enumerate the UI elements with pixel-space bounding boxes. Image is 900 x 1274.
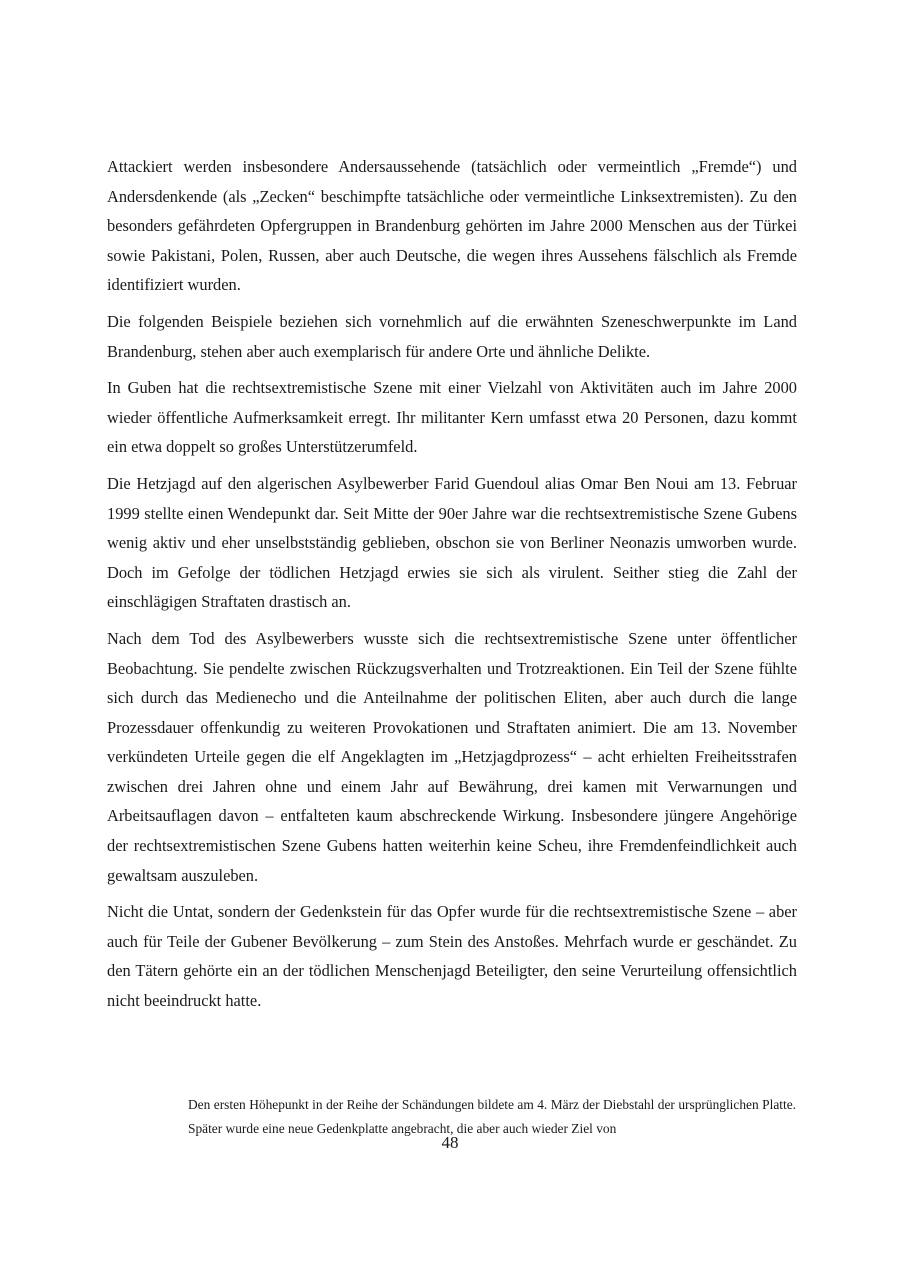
paragraph-3: In Guben hat die rechtsextremistische Szene mit einer Vielzahl von Aktivitäten auch im Jahre 2000 wieder öffentliche Aufmerksamkeit erregt. Ihr militanter Kern umfasst etwa 20 Personen, dazu kommt ein etwa doppelt so großes Unterstützerumfeld.	[107, 378, 797, 457]
page-number: 48	[441, 1133, 459, 1152]
paragraph-2: Die folgenden Beispiele beziehen sich vornehmlich auf die erwähnten Szeneschwerpunkte im Land Brandenburg, stehen aber auch exemplarisch für andere Orte und ähnliche Delikte.	[107, 311, 797, 361]
paragraph-5: Nach dem Tod des Asylbewerbers wusste sich die rechtsextremistische Szene unter öffentlicher Beobachtung. Sie pendelte zwischen Rückzugsverhalten und Trotzreaktionen. Ein Teil der Szene fühlte sich durch das Medienecho und die Anteilnahme der politischen Eliten, aber auch durch die lange Prozessdauer offenkundig zu weiteren Provokationen und Straftaten animiert. Die am 13. November verkündeten Urteile gegen die elf Angeklagten im „Hetzjagdprozess“ – acht erhielten Freiheitsstrafen zwischen drei Jahren ohne und einem Jahr auf Bewährung, drei kamen mit Verwarnungen und Arbeitsauflagen davon – entfalteten kaum abschreckende Wirkung. Insbesondere jüngere Angehörige der rechtsextremistischen Szene Gubens hatten weiterhin keine Scheu, ihre Fremdenfeindlichkeit auch gewaltsam auszuleben.	[107, 628, 797, 885]
paragraph-1: Attackiert werden insbesondere Andersaussehende (tatsächlich oder vermeintlich „Fremde“) und Andersdenkende (als „Zecken“ beschimpfte tatsächliche oder vermeintliche Linksextremisten). Zu den besonders gefährdeten Opfergruppen in Brandenburg gehörten im Jahre 2000 Menschen aus der Türkei sowie Pakistani, Polen, Russen, aber auch Deutsche, die wegen ihres Aussehens fälschlich als Fremde identifiziert wurden.	[107, 157, 797, 295]
body-text	[107, 152, 797, 1023]
paragraph-4: Die Hetzjagd auf den algerischen Asylbewerber Farid Guendoul alias Omar Ben Noui am 13. Februar 1999 stellte einen Wendepunkt dar. Seit Mitte der 90er Jahre war die rechtsextremistische Szene Gubens wenig aktiv und eher unselbstständig geblieben, obschon sie von Berliner Neonazis umworben wurde. Doch im Gefolge der tödlichen Hetzjagd erwies sie sich als virulent. Seither stieg die Zahl der einschlägigen Straftaten drastisch an.	[107, 473, 797, 612]
footnote: Den ersten Höhepunkt in der Reihe der Schändungen bildete am 4. März der Diebstahl der ursprünglichen Platte. Später wurde eine neue Gedenkplatte angebracht, die aber auch wieder Ziel von	[188, 1097, 796, 1136]
paragraph-6: Nicht die Untat, sondern der Gedenkstein für das Opfer wurde für die rechtsextremistische Szene – aber auch für Teile der Gubener Bevölkerung – zum Stein des Anstoßes. Mehrfach wurde er geschändet. Zu den Tätern gehörte ein an der tödlichen Menschenjagd Beteiligter, den seine Verurteilung offensichtlich nicht beeindruckt hatte.	[107, 902, 797, 1011]
